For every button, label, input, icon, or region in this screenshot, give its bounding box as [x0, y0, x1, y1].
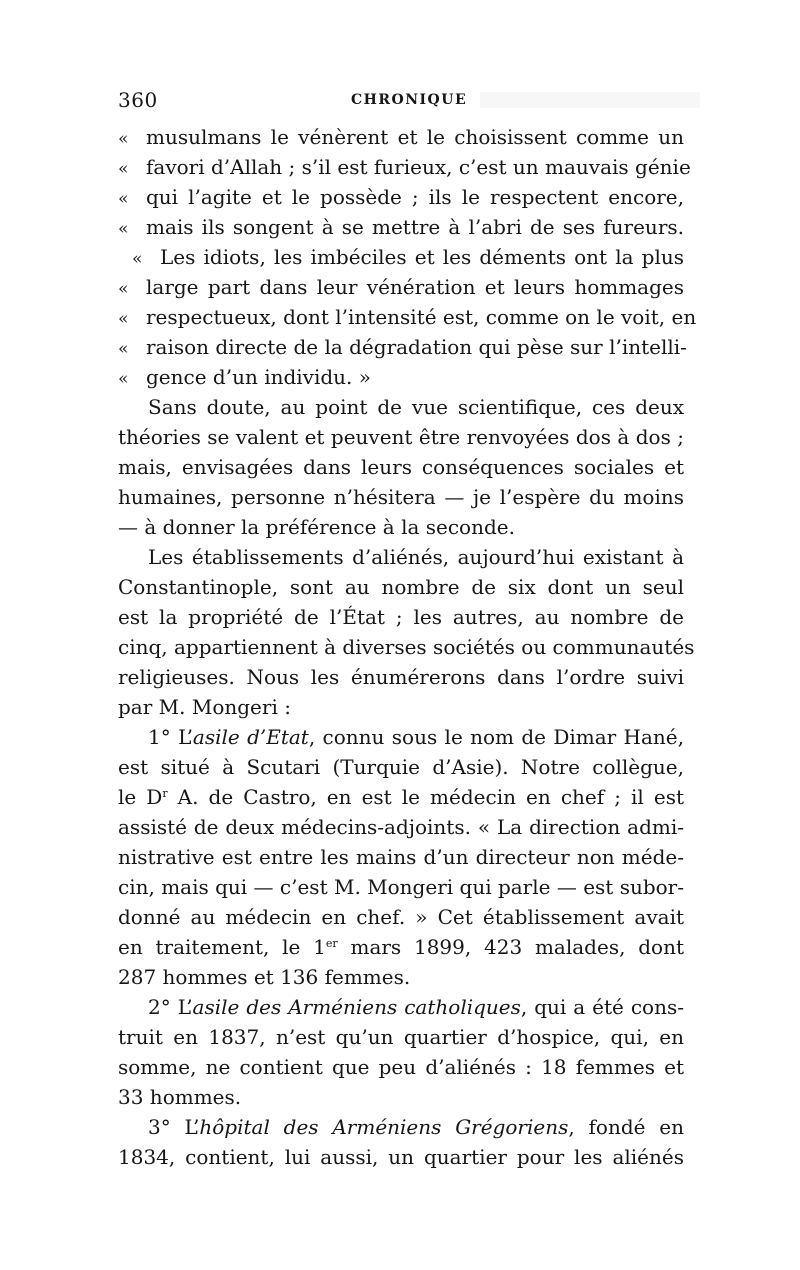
text-line — [118, 362, 684, 392]
quote-mark: « — [118, 279, 129, 299]
line-text: favori d’Allah ; s’il est furieux, c’est un mauvais génie — [146, 155, 691, 179]
line-text: , connu sous le nom de Dimar Hané, — [308, 725, 684, 749]
line-text: le D — [118, 785, 163, 809]
text-line: assisté de deux médecins-adjoints. « La direction admi- — [118, 815, 684, 839]
quote-mark: « — [118, 189, 129, 209]
text-line: est la propriété de l’État ; les autres, au nombre de — [118, 605, 684, 629]
line-text: mais ils songent à se mettre à l’abri de ses fureurs. — [146, 215, 684, 239]
text-line: 1834, contient, lui aussi, un quartier pour les aliénés — [118, 1145, 684, 1169]
institution-name: hôpital des Arméniens Grégoriens — [199, 1115, 569, 1139]
item-article: L’ — [177, 995, 193, 1019]
line-text: , fondé en — [568, 1115, 684, 1139]
text-line: 33 hommes. — [118, 1085, 242, 1109]
line-text: qui l’agite et le possède ; ils le respectent encore, — [146, 185, 684, 209]
line-text: respectueux, dont l’intensité est, comme on le voit, en — [146, 305, 697, 329]
text-line: cinq, appartiennent à diverses sociétés ou communautés — [118, 635, 695, 659]
quote-mark: « — [118, 219, 129, 239]
text-line — [118, 932, 684, 962]
paragraph-first-line: Sans doute, au point de vue scientifique, ces deux — [148, 395, 684, 419]
item-number: 2° — [148, 995, 171, 1019]
quote-mark: « — [118, 159, 129, 179]
text-line: donné au médecin en chef. » Cet établissement avait — [118, 905, 684, 929]
line-text: Les idiots, les imbéciles et les déments ont la plus — [160, 245, 684, 269]
text-line: 287 hommes et 136 femmes. — [118, 965, 411, 989]
superscript: er — [325, 937, 338, 950]
quote-mark: « — [118, 309, 129, 329]
line-text: gence d’un individu. » — [146, 365, 371, 389]
text-line — [118, 212, 684, 242]
text-line — [118, 302, 697, 332]
text-line — [118, 272, 684, 302]
quote-mark: « — [118, 369, 129, 389]
quote-mark: « — [132, 249, 143, 269]
page-number: 360 — [118, 88, 158, 112]
item-number: 3° — [148, 1115, 171, 1139]
text-line — [118, 182, 684, 212]
line-text: en traitement, le 1 — [118, 935, 326, 959]
text-line — [118, 242, 684, 272]
line-text: A. de Castro, en est le médecin en chef ; il est — [167, 785, 684, 809]
text-line: nistrative est entre les mains d’un directeur non méde- — [118, 845, 684, 869]
institution-name: asile des Arméniens catholiques — [192, 995, 521, 1019]
running-head: CHRONIQUE — [351, 92, 468, 108]
text-line — [118, 152, 691, 182]
paragraph-first-line: Les établissements d’aliénés, aujourd’hui existant à — [148, 545, 684, 569]
superscript: r — [162, 787, 168, 800]
text-line: est situé à Scutari (Turquie d’Asie). Notre collègue, — [118, 755, 684, 779]
text-line — [118, 122, 684, 152]
text-line: Constantinople, sont au nombre de six dont un seul — [118, 575, 684, 599]
line-text: musulmans le vénèrent et le choisissent comme un — [146, 125, 684, 149]
text-line: religieuses. Nous les énumérerons dans l’ordre suivi — [118, 665, 684, 689]
institution-name: asile d’Etat — [192, 725, 309, 749]
text-line: humaines, personne n’hésitera — je l’espère du moins — [118, 485, 684, 509]
text-line — [118, 332, 687, 362]
text-line — [118, 782, 684, 812]
text-line: somme, ne contient que peu d’aliénés : 18 femmes et — [118, 1055, 684, 1079]
list-item-first-line — [118, 1112, 684, 1142]
item-number: 1° — [148, 725, 171, 749]
list-item-first-line — [118, 722, 684, 752]
item-article: L’ — [178, 725, 193, 749]
page-header — [118, 88, 684, 118]
line-text: mars 1899, 423 malades, dont — [337, 935, 684, 959]
list-item-first-line — [118, 992, 684, 1022]
item-article: L’ — [184, 1115, 200, 1139]
text-line: par M. Mongeri : — [118, 695, 291, 719]
text-line: — à donner la préférence à la seconde. — [118, 515, 515, 539]
line-text: raison directe de la dégradation qui pèse sur l’intelli- — [146, 335, 687, 359]
line-text: large part dans leur vénération et leurs hommages — [146, 275, 684, 299]
text-line: truit en 1837, n’est qu’un quartier d’hospice, qui, en — [118, 1025, 684, 1049]
quote-mark: « — [118, 129, 129, 149]
text-line: théories se valent et peuvent être renvoyées dos à dos ; — [118, 425, 684, 449]
line-text: , qui a été cons- — [520, 995, 684, 1019]
text-line: cin, mais qui — c’est M. Mongeri qui parle — est subor- — [118, 875, 684, 899]
quote-mark: « — [118, 339, 129, 359]
text-line: mais, envisagées dans leurs conséquences sociales et — [118, 455, 684, 479]
